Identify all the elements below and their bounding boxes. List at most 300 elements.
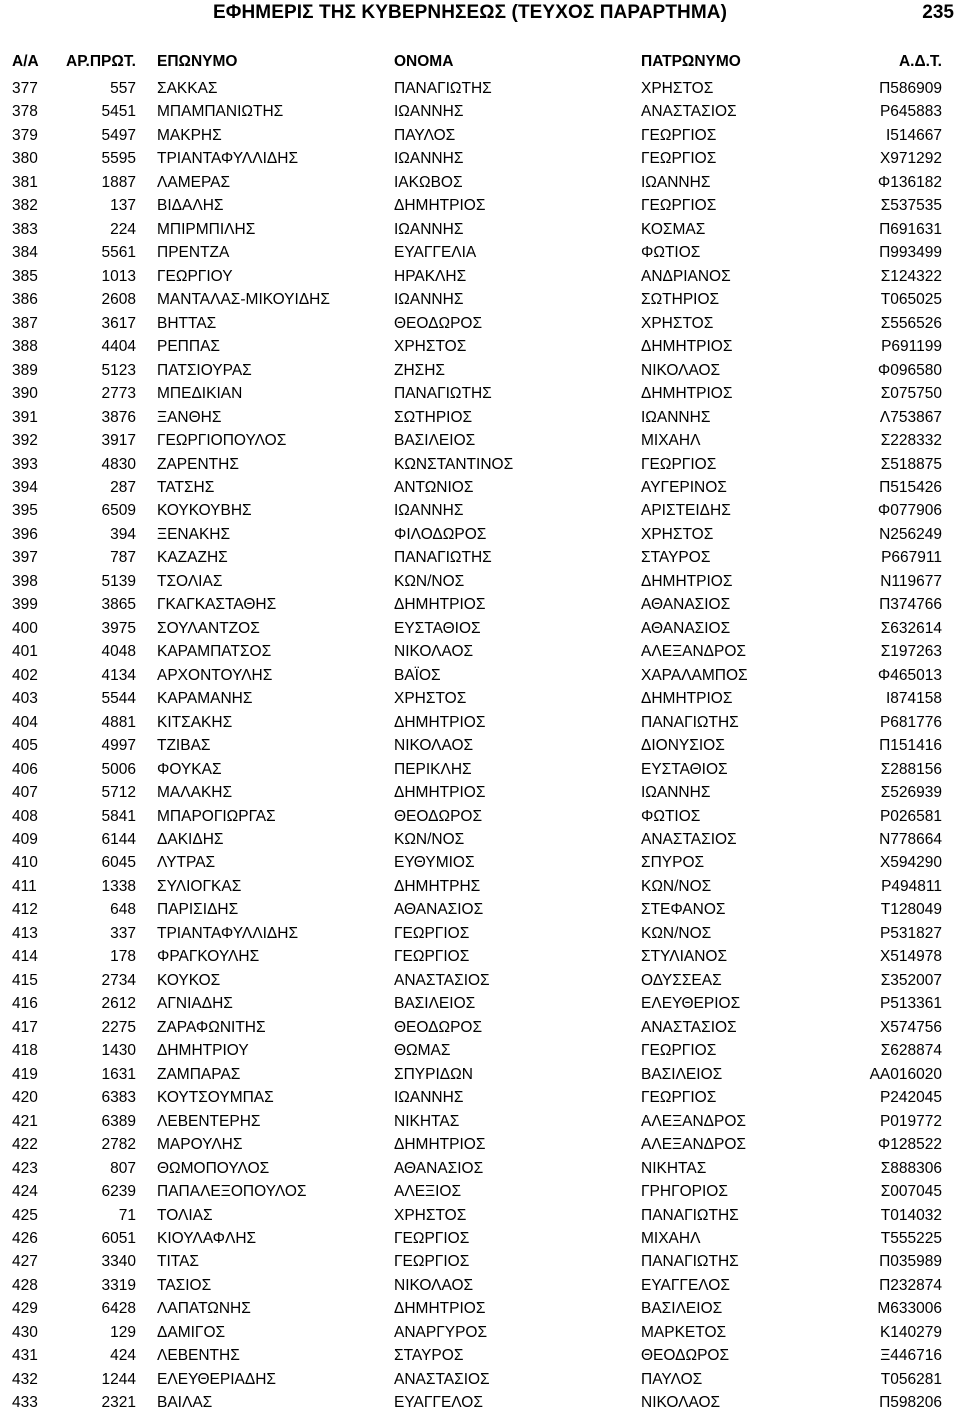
row-adt: Φ096580 [877,361,942,379]
column-header-ar-prot: ΑΡ.ΠΡΩΤ. [66,53,136,70]
row-aa: 427 [12,1253,38,1271]
row-ar-prot: 4997 [101,737,136,755]
row-eponymo: ΜΠΙΡΜΠΙΛΗΣ [157,220,256,238]
row-aa: 401 [12,643,38,661]
row-aa: 402 [12,666,38,684]
row-ar-prot: 3917 [101,432,136,450]
row-onoma: ΝΙΚΟΛΑΟΣ [394,1276,474,1294]
row-eponymo: ΚΟΥΚΟΣ [157,971,221,989]
row-ar-prot: 4134 [101,666,136,684]
row-adt: Τ128049 [880,901,942,919]
row-eponymo: ΚΑΖΑΖΗΣ [157,549,228,567]
row-ar-prot: 6144 [101,831,136,848]
row-aa: 398 [12,572,38,590]
row-adt: Σ556526 [880,314,942,332]
row-patronymo: ΣΤΑΥΡΟΣ [641,549,711,567]
row-eponymo: ΤΖΙΒΑΣ [157,737,211,755]
row-adt: Σ628874 [880,1042,942,1060]
row-onoma: ΠΑΥΛΟΣ [394,126,456,144]
table-row [0,101,960,124]
row-aa: 379 [12,126,38,144]
row-aa: 431 [12,1347,38,1365]
row-aa: 420 [12,1089,38,1107]
page-header [0,0,960,26]
row-patronymo: ΠΑΝΑΓΙΩΤΗΣ [641,713,739,731]
row-adt: Σ007045 [880,1183,942,1201]
row-aa: 389 [12,361,38,379]
row-ar-prot: 424 [110,1347,136,1365]
row-adt: Σ124322 [880,267,942,285]
table-row [0,1345,960,1368]
row-patronymo: ΓΕΩΡΓΙΟΣ [641,197,717,215]
row-adt: Χ574756 [879,1018,942,1036]
row-aa: 432 [12,1370,38,1388]
row-onoma: ΙΩΑΝΝΗΣ [394,103,464,121]
table-row [0,78,960,101]
table-row [0,360,960,383]
row-aa: 428 [12,1276,38,1294]
row-patronymo: ΑΘΑΝΑΣΙΟΣ [641,596,731,614]
row-aa: 380 [12,150,38,168]
row-aa: 412 [12,901,38,919]
table-row [0,313,960,336]
row-onoma: ΙΩΑΝΝΗΣ [394,150,464,168]
table-row [0,1228,960,1251]
row-eponymo: ΔΑΜΙΓΟΣ [157,1323,226,1341]
row-eponymo: ΤΑΣΙΟΣ [157,1276,212,1294]
row-ar-prot: 4881 [101,713,136,731]
table-row [0,1064,960,1087]
table-row [0,712,960,735]
row-ar-prot: 6389 [101,1112,136,1130]
row-patronymo: ΓΕΩΡΓΙΟΣ [641,1089,717,1107]
row-eponymo: ΜΠΕΔΙΚΙΑΝ [157,385,243,403]
row-patronymo: ΑΛΕΞΑΝΔΡΟΣ [641,1136,746,1154]
row-adt: Σ632614 [880,619,942,637]
row-patronymo: ΧΡΗΣΤΟΣ [641,80,714,97]
row-ar-prot: 71 [118,1206,136,1224]
row-adt: Ρ691199 [881,338,942,356]
row-onoma: ΠΑΝΑΓΙΩΤΗΣ [394,549,492,567]
row-onoma: ΑΘΑΝΑΣΙΟΣ [394,1159,484,1177]
row-adt: Ι514667 [885,126,942,144]
row-aa: 404 [12,713,38,731]
row-aa: 406 [12,760,38,778]
row-patronymo: ΟΔΥΣΣΕΑΣ [641,971,722,989]
table-row [0,148,960,171]
row-onoma: ΙΩΑΝΝΗΣ [394,291,464,309]
row-ar-prot: 4048 [101,643,136,661]
row-adt: Κ140279 [879,1323,942,1341]
row-aa: 384 [12,244,38,262]
row-onoma: ΠΑΝΑΓΙΩΤΗΣ [394,80,492,97]
row-eponymo: ΑΓΝΙΑΔΗΣ [157,995,233,1013]
row-onoma: ΑΘΑΝΑΣΙΟΣ [394,901,484,919]
row-eponymo: ΛΥΤΡΑΣ [157,854,216,872]
row-patronymo: ΝΙΚΗΤΑΣ [641,1159,707,1177]
row-ar-prot: 4830 [101,455,136,473]
row-eponymo: ΜΑΛΑΚΗΣ [157,784,233,802]
row-onoma: ΧΡΗΣΤΟΣ [394,1206,467,1224]
table-row [0,1111,960,1134]
row-eponymo: ΚΟΥΚΟΥΒΗΣ [157,502,252,520]
row-eponymo: ΒΙΔΑΛΗΣ [157,197,224,215]
row-ar-prot: 5497 [101,126,136,144]
row-adt: Σ288156 [880,760,942,778]
row-eponymo: ΓΕΩΡΓΙΟΥ [157,267,233,285]
row-aa: 421 [12,1112,38,1130]
row-ar-prot: 2321 [101,1394,136,1412]
row-patronymo: ΓΕΩΡΓΙΟΣ [641,1042,717,1060]
row-eponymo: ΠΑΤΣΙΟΥΡΑΣ [157,361,252,379]
row-patronymo: ΣΩΤΗΡΙΟΣ [641,291,720,309]
row-eponymo: ΓΕΩΡΓΙΟΠΟΥΛΟΣ [157,432,287,450]
row-patronymo: ΝΙΚΟΛΑΟΣ [641,361,721,379]
row-onoma: ΘΕΟΔΩΡΟΣ [394,807,483,825]
row-aa: 419 [12,1065,38,1083]
row-patronymo: ΠΑΝΑΓΙΩΤΗΣ [641,1206,739,1224]
row-eponymo: ΣΟΥΛΑΝΤΖΟΣ [157,619,260,637]
row-eponymo: ΚΑΡΑΜΠΑΤΣΟΣ [157,643,272,661]
row-eponymo: ΒΑΙΛΑΣ [157,1394,213,1412]
row-onoma: ΕΥΑΓΓΕΛΟΣ [394,1394,483,1412]
table-row [0,641,960,664]
row-aa: 385 [12,267,38,285]
table-row [0,1205,960,1228]
row-ar-prot: 648 [110,901,136,919]
row-adt: Τ014032 [880,1206,942,1224]
row-patronymo: ΓΕΩΡΓΙΟΣ [641,126,717,144]
row-adt: Φ465013 [877,666,942,684]
row-patronymo: ΕΥΣΤΑΘΙΟΣ [641,760,728,778]
row-adt: Φ077906 [877,502,942,520]
row-aa: 397 [12,549,38,567]
row-ar-prot: 5841 [101,807,136,825]
row-adt: Τ555225 [880,1229,942,1247]
row-ar-prot: 787 [110,549,136,567]
row-adt: Π586909 [879,80,942,97]
row-eponymo: ΚΙΤΣΑΚΗΣ [157,713,233,731]
row-aa: 407 [12,784,38,802]
row-ar-prot: 287 [110,478,136,496]
row-eponymo: ΖΑΡΕΝΤΗΣ [157,455,239,473]
row-ar-prot: 337 [110,924,136,942]
row-eponymo: ΜΠΑΜΠΑΝΙΩΤΗΣ [157,103,284,121]
row-eponymo: ΤΡΙΑΝΤΑΦΥΛΛΙΔΗΣ [157,150,299,168]
row-onoma: ΘΕΟΔΩΡΟΣ [394,314,483,332]
row-aa: 409 [12,831,38,848]
row-aa: 425 [12,1206,38,1224]
table-row [0,829,960,852]
row-onoma: ΖΗΣΗΣ [394,361,446,379]
row-ar-prot: 2612 [101,995,136,1013]
row-ar-prot: 5712 [101,784,136,802]
table-row [0,571,960,594]
row-patronymo: ΑΛΕΞΑΝΔΡΟΣ [641,1112,746,1130]
row-patronymo: ΠΑΥΛΟΣ [641,1370,703,1388]
row-onoma: ΣΩΤΗΡΙΟΣ [394,408,473,426]
table-row [0,735,960,758]
row-eponymo: ΕΛΕΥΘΕΡΙΑΔΗΣ [157,1370,277,1388]
row-ar-prot: 1338 [101,877,136,895]
row-patronymo: ΕΛΕΥΘΕΡΙΟΣ [641,995,741,1013]
row-patronymo: ΘΕΟΔΩΡΟΣ [641,1347,730,1365]
row-eponymo: ΖΑΡΑΦΩΝΙΤΗΣ [157,1018,266,1036]
row-adt: Π515426 [879,478,942,496]
row-eponymo: ΛΕΒΕΝΤΗΣ [157,1347,240,1365]
row-aa: 392 [12,432,38,450]
row-eponymo: ΡΕΠΠΑΣ [157,338,220,356]
row-patronymo: ΝΙΚΟΛΑΟΣ [641,1394,721,1412]
row-eponymo: ΠΡΕΝΤΖΑ [157,244,230,262]
row-patronymo: ΒΑΣΙΛΕΙΟΣ [641,1065,723,1083]
row-onoma: ΧΡΗΣΤΟΣ [394,690,467,708]
row-aa: 396 [12,525,38,543]
row-adt: Π993499 [879,244,942,262]
row-aa: 413 [12,924,38,942]
table-row [0,1134,960,1157]
row-patronymo: ΙΩΑΝΝΗΣ [641,784,711,802]
row-adt: Φ128522 [877,1136,942,1154]
page-number: 235 [922,2,954,23]
row-aa: 383 [12,220,38,238]
row-patronymo: ΧΡΗΣΤΟΣ [641,525,714,543]
row-eponymo: ΤΟΛΙΑΣ [157,1206,213,1224]
row-aa: 418 [12,1042,38,1060]
row-onoma: ΚΩΝΣΤΑΝΤΙΝΟΣ [394,455,514,473]
table-row [0,1298,960,1321]
row-onoma: ΑΝΤΩΝΙΟΣ [394,478,474,496]
row-onoma: ΕΥΑΓΓΕΛΙΑ [394,244,477,262]
row-ar-prot: 3319 [101,1276,136,1294]
table-row [0,289,960,312]
row-eponymo: ΤΑΤΣΗΣ [157,478,215,496]
table-row [0,1181,960,1204]
row-onoma: ΙΩΑΝΝΗΣ [394,502,464,520]
row-eponymo: ΛΑΠΑΤΩΝΗΣ [157,1300,251,1318]
row-eponymo: ΛΕΒΕΝΤΕΡΗΣ [157,1112,261,1130]
row-eponymo: ΔΗΜΗΤΡΙΟΥ [157,1042,249,1060]
row-onoma: ΠΑΝΑΓΙΩΤΗΣ [394,385,492,403]
row-ar-prot: 5139 [101,572,136,590]
row-aa: 411 [12,877,37,895]
row-onoma: ΔΗΜΗΤΡΙΟΣ [394,784,486,802]
row-onoma: ΓΕΩΡΓΙΟΣ [394,1229,470,1247]
table-row [0,125,960,148]
row-eponymo: ΣΥΛΙΟΓΚΑΣ [157,877,242,895]
row-ar-prot: 1631 [101,1065,136,1083]
row-adt: Σ197263 [880,643,942,661]
row-aa: 399 [12,596,38,614]
row-adt: Χ594290 [879,854,942,872]
column-header-patronymo: ΠΑΤΡΩΝΥΜΟ [641,53,741,70]
row-patronymo: ΓΕΩΡΓΙΟΣ [641,150,717,168]
table-row [0,1087,960,1110]
row-patronymo: ΑΝΔΡΙΑΝΟΣ [641,267,731,285]
row-patronymo: ΧΡΗΣΤΟΣ [641,314,714,332]
row-ar-prot: 4404 [101,338,136,356]
row-eponymo: ΠΑΡΙΣΙΔΗΣ [157,901,239,919]
table-row [0,407,960,430]
row-onoma: ΗΡΑΚΛΗΣ [394,267,467,285]
row-eponymo: ΓΚΑΓΚΑΣΤΑΘΗΣ [157,596,277,614]
row-ar-prot: 6509 [101,502,136,520]
row-ar-prot: 807 [110,1159,136,1177]
table-row [0,430,960,453]
row-adt: Ν778664 [879,831,942,848]
row-adt: Π035989 [879,1253,942,1271]
row-onoma: ΑΝΑΣΤΑΣΙΟΣ [394,1370,490,1388]
row-adt: Λ753867 [879,408,942,426]
gazette-title: ΕΦΗΜΕΡΙΣ ΤΗΣ ΚΥΒΕΡΝΗΣΕΩΣ (ΤΕΥΧΟΣ ΠΑΡΑΡΤΗΜΑ) [213,2,728,23]
table-row [0,688,960,711]
row-ar-prot: 1430 [101,1042,136,1060]
row-ar-prot: 2773 [101,385,136,403]
table-row [0,1369,960,1392]
row-adt: Π151416 [879,737,942,755]
row-eponymo: ΜΑΡΟΥΛΗΣ [157,1136,243,1154]
row-adt: Ρ242045 [879,1089,942,1107]
column-header-onoma: ΟΝΟΜΑ [394,53,454,70]
table-row [0,477,960,500]
row-ar-prot: 5006 [101,760,136,778]
row-eponymo: ΤΣΟΛΙΑΣ [157,572,223,590]
row-patronymo: ΦΩΤΙΟΣ [641,244,701,262]
column-header-adt: Α.Δ.Τ. [898,53,942,70]
row-ar-prot: 1244 [101,1370,136,1388]
row-adt: Σ518875 [880,455,942,473]
row-adt: Τ056281 [880,1370,942,1388]
table-row [0,923,960,946]
row-ar-prot: 3876 [101,408,136,426]
row-adt: ΑΑ016020 [869,1065,942,1083]
row-adt: Μ633006 [877,1300,942,1318]
row-aa: 394 [12,478,38,496]
table-row [0,993,960,1016]
row-aa: 416 [12,995,38,1013]
row-adt: Ν119677 [880,572,942,590]
row-eponymo: ΦΟΥΚΑΣ [157,760,222,778]
row-eponymo: ΣΑΚΚΑΣ [157,80,218,97]
row-patronymo: ΑΛΕΞΑΝΔΡΟΣ [641,643,746,661]
row-ar-prot: 6045 [101,854,136,872]
table-row [0,899,960,922]
table-row [0,1322,960,1345]
table-row [0,336,960,359]
row-ar-prot: 2608 [101,291,136,309]
table-header [0,53,960,73]
row-eponymo: ΚΑΡΑΜΑΝΗΣ [157,690,253,708]
row-adt: Ν256249 [879,525,942,543]
table-row [0,782,960,805]
row-patronymo: ΑΝΑΣΤΑΣΙΟΣ [641,103,737,121]
row-patronymo: ΔΗΜΗΤΡΙΟΣ [641,690,733,708]
table-row [0,454,960,477]
table-body [0,78,960,1416]
row-aa: 377 [12,80,38,97]
row-ar-prot: 3975 [101,619,136,637]
row-onoma: ΔΗΜΗΤΡΙΟΣ [394,197,486,215]
row-adt: Φ136182 [877,173,942,191]
table-row [0,547,960,570]
row-aa: 424 [12,1183,38,1201]
row-adt: Ι874158 [885,690,942,708]
row-aa: 400 [12,619,38,637]
row-patronymo: ΙΩΑΝΝΗΣ [641,408,711,426]
row-patronymo: ΔΙΟΝΥΣΙΟΣ [641,737,725,755]
row-eponymo: ΛΑΜΕΡΑΣ [157,173,231,191]
row-ar-prot: 394 [110,525,136,543]
row-aa: 433 [12,1394,38,1412]
table-row [0,500,960,523]
row-onoma: ΙΩΑΝΝΗΣ [394,1089,464,1107]
row-eponymo: ΜΠΑΡΟΓΙΩΡΓΑΣ [157,807,276,825]
row-patronymo: ΙΩΑΝΝΗΣ [641,173,711,191]
row-patronymo: ΔΗΜΗΤΡΙΟΣ [641,572,733,590]
row-ar-prot: 6428 [101,1300,136,1318]
row-aa: 387 [12,314,38,332]
row-eponymo: ΤΙΤΑΣ [157,1253,200,1271]
row-onoma: ΧΡΗΣΤΟΣ [394,338,467,356]
row-patronymo: ΣΤΕΦΑΝΟΣ [641,901,726,919]
row-eponymo: ΘΩΜΟΠΟΥΛΟΣ [157,1159,270,1177]
row-ar-prot: 3617 [101,314,136,332]
row-ar-prot: 5451 [101,103,136,121]
row-adt: Ρ513361 [879,995,942,1013]
row-eponymo: ΦΡΑΓΚΟΥΛΗΣ [157,948,260,966]
row-ar-prot: 3865 [101,596,136,614]
row-patronymo: ΕΥΑΓΓΕΛΟΣ [641,1276,730,1294]
row-ar-prot: 3340 [101,1253,136,1271]
row-aa: 415 [12,971,38,989]
table-row [0,383,960,406]
row-adt: Ξ446716 [880,1347,942,1365]
row-adt: Ρ667911 [881,549,942,567]
row-onoma: ΑΛΕΞΙΟΣ [394,1183,462,1201]
row-onoma: ΙΩΑΝΝΗΣ [394,220,464,238]
row-adt: Π374766 [879,596,942,614]
row-eponymo: ΑΡΧΟΝΤΟΥΛΗΣ [157,666,273,684]
row-patronymo: ΓΡΗΓΟΡΙΟΣ [641,1183,728,1201]
row-ar-prot: 224 [110,220,136,238]
table-row [0,1275,960,1298]
row-adt: Σ228332 [880,432,942,450]
row-patronymo: ΚΟΣΜΑΣ [641,220,706,238]
table-row [0,852,960,875]
row-adt: Σ526939 [880,784,942,802]
row-aa: 426 [12,1229,38,1247]
table-row [0,1017,960,1040]
row-eponymo: ΠΑΠΑΛΕΞΟΠΟΥΛΟΣ [157,1183,307,1201]
row-ar-prot: 5123 [101,361,136,379]
row-onoma: ΕΥΘΥΜΙΟΣ [394,854,475,872]
table-row [0,806,960,829]
row-onoma: ΔΗΜΗΤΡΗΣ [394,877,481,895]
table-row [0,970,960,993]
table-row [0,759,960,782]
row-aa: 403 [12,690,38,708]
row-patronymo: ΔΗΜΗΤΡΙΟΣ [641,338,733,356]
row-adt: Ρ019772 [879,1112,942,1130]
row-adt: Σ537535 [880,197,942,215]
row-patronymo: ΜΙΧΑΗΛ [641,432,701,450]
row-adt: Σ075750 [880,385,942,403]
row-aa: 405 [12,737,38,755]
row-adt: Π598206 [879,1394,942,1412]
row-onoma: ΝΙΚΗΤΑΣ [394,1112,460,1130]
row-ar-prot: 5561 [101,244,136,262]
row-aa: 414 [12,948,38,966]
